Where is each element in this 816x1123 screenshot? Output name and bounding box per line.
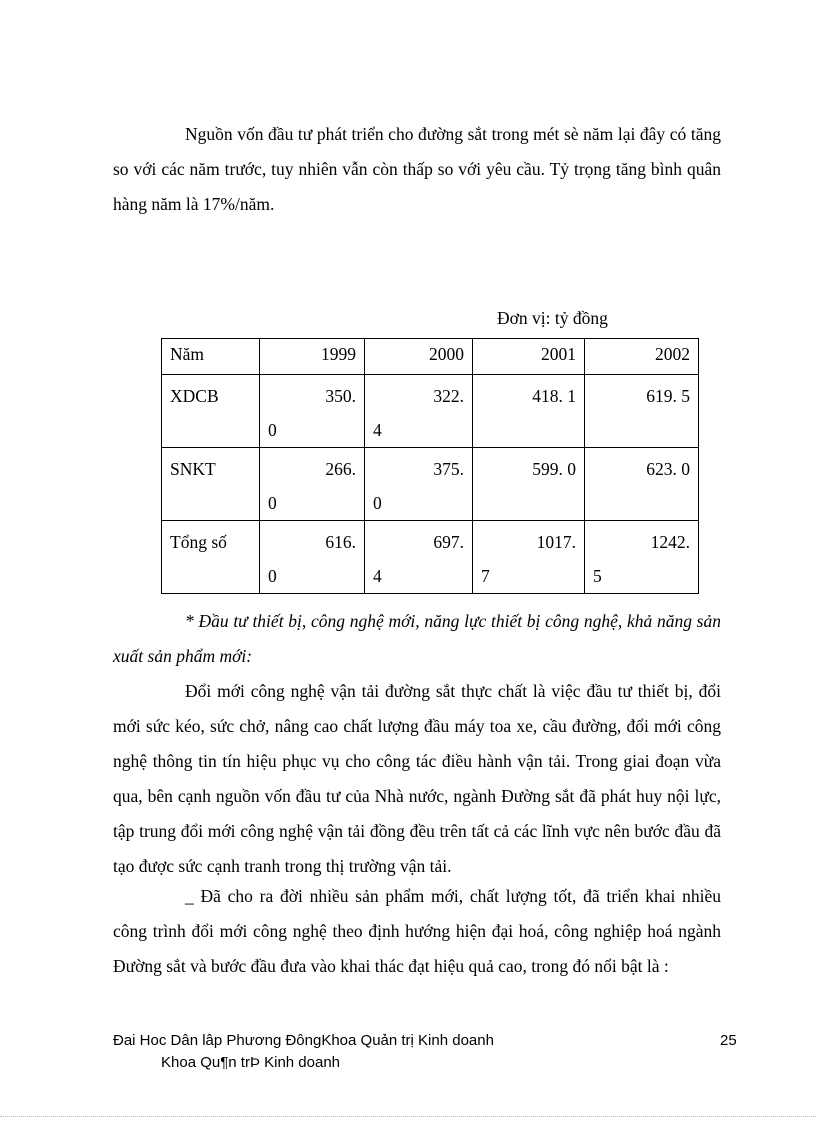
header-2000: 2000	[365, 339, 473, 375]
table-cell: 697. 4	[365, 521, 473, 594]
body-paragraph-2: _ Đã cho ra đời nhiều sản phẩm mới, chất lượng tốt, đã triển khai nhiều công trình đổi mới công nghệ theo định hướng hiện đại hoá, công nghiệp hoá ngành Đường sắt và bước đầu đưa vào khai thác đạt hiệu quả cao, trong đó nổi bật là :	[113, 886, 721, 976]
row-label: XDCB	[162, 375, 260, 448]
table-row	[162, 448, 699, 521]
header-year: Năm	[162, 339, 260, 375]
table-cell: 619. 5	[585, 375, 699, 448]
table-cell: 375. 0	[365, 448, 473, 521]
table-cell: 350. 0	[260, 375, 365, 448]
table-cell: 418. 1	[473, 375, 585, 448]
table-cell: 1017. 7	[473, 521, 585, 594]
intro-paragraph: Nguồn vốn đầu tư phát triển cho đường sắt trong mét sè năm lại đây có tăng so với các năm trước, tuy nhiên vẫn còn thấp so với yêu cầu. Tỷ trọng tăng bình quân hàng năm là 17%/năm.	[113, 124, 721, 214]
page-footer	[113, 1030, 494, 1074]
table-header-row	[162, 339, 699, 375]
investment-table	[161, 338, 699, 594]
footer-line-1: Đai Hoc Dân lâp Phương ĐôngKhoa Quản trị Kinh doanh	[113, 1032, 494, 1049]
row-label: Tổng số	[162, 521, 260, 594]
header-2002: 2002	[585, 339, 699, 375]
footer-line-2: Khoa Qu¶n trÞ Kinh doanh	[161, 1054, 341, 1071]
table-cell: 266. 0	[260, 448, 365, 521]
table-row	[162, 375, 699, 448]
header-2001: 2001	[473, 339, 585, 375]
table-cell: 1242. 5	[585, 521, 699, 594]
table-cell: 623. 0	[585, 448, 699, 521]
body-paragraph: Đổi mới công nghệ vận tải đường sắt thực chất là việc đầu tư thiết bị, đổi mới sức kéo, sức chở, nâng cao chất lượng đầu máy toa xe, cầu đường, đổi mới công nghệ thông tin tín hiệu phục vụ cho công tác điều hành vận tải. Trong giai đoạn vừa qua, bên cạnh nguồn vốn đầu tư của Nhà nước, ngành Đường sắt đã phát huy nội lực, tập trung đổi mới công nghệ vận tải đồng đều trên tất cả các lĩnh vực nên bước đầu đã tạo được sức cạnh tranh trong thị trường vận tải.	[113, 681, 721, 876]
header-1999: 1999	[260, 339, 365, 375]
unit-label: Đơn vị: tỷ đồng	[497, 308, 608, 328]
table-cell: 599. 0	[473, 448, 585, 521]
section-heading-italic: * Đầu tư thiết bị, công nghệ mới, năng lực thiết bị công nghệ, khả năng sản xuất sản phẩm mới:	[113, 611, 721, 666]
page-number: 25	[720, 1032, 737, 1049]
table-cell: 322. 4	[365, 375, 473, 448]
page-bottom-border	[0, 1116, 816, 1117]
table-row-total	[162, 521, 699, 594]
row-label: SNKT	[162, 448, 260, 521]
table-cell: 616. 0	[260, 521, 365, 594]
